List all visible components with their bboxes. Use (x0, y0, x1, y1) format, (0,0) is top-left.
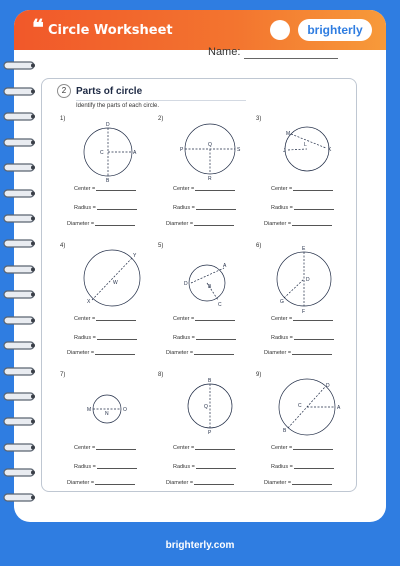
point-label: J (283, 148, 286, 154)
diameter-field[interactable]: Diameter = (67, 480, 135, 486)
radius-field[interactable]: Radius = (271, 205, 334, 211)
point-label: N (105, 411, 109, 417)
point-label: P (180, 147, 184, 153)
name-label: Name: (208, 46, 241, 58)
point-label: G (280, 299, 284, 305)
point-label: D (106, 122, 110, 128)
center-field[interactable]: Center = (271, 316, 333, 322)
section-number: 2 (57, 84, 71, 98)
radius-line (284, 279, 304, 298)
problem-number: 7) (60, 372, 66, 378)
section-title: Parts of circle (76, 86, 143, 97)
problem-number: 4) (60, 243, 66, 249)
diameter-line (291, 134, 326, 148)
center-field[interactable]: Center = (74, 186, 136, 192)
point-label: D (184, 281, 188, 287)
point-label: L (304, 142, 307, 148)
diameter-field[interactable]: Diameter = (166, 350, 234, 356)
problem-number: 2) (158, 116, 164, 122)
point-label: M (87, 407, 92, 413)
diameter-field[interactable]: Diameter = (67, 221, 135, 227)
point-label: B (208, 284, 212, 290)
diameter-field[interactable]: Diameter = (264, 221, 332, 227)
point-label: B (106, 178, 110, 184)
point-label: Q (208, 142, 212, 148)
point-label: R (208, 176, 212, 182)
point-label: A (337, 405, 341, 411)
point-label: W (113, 280, 118, 286)
problem-number: 6) (256, 243, 262, 249)
center-field[interactable]: Center = (271, 186, 333, 192)
center-field[interactable]: Center = (271, 445, 333, 451)
problem-number: 5) (158, 243, 164, 249)
problem-number: 1) (60, 116, 66, 122)
point-label: Y (133, 253, 137, 259)
point-label: O (123, 407, 127, 413)
radius-line (288, 149, 307, 150)
radius-field[interactable]: Radius = (173, 464, 236, 470)
radius-field[interactable]: Radius = (173, 205, 236, 211)
radius-field[interactable]: Radius = (74, 464, 137, 470)
diameter-line (288, 387, 325, 428)
diameter-field[interactable]: Diameter = (264, 350, 332, 356)
radius-field[interactable]: Radius = (271, 335, 334, 341)
diameter-line (92, 257, 133, 300)
worksheet-title: Circle Worksheet (48, 23, 173, 38)
section-instruction: Identify the parts of each circle. (76, 103, 160, 109)
point-label: B (283, 428, 287, 434)
diameter-field[interactable]: Diameter = (166, 480, 234, 486)
point-label: D (326, 383, 330, 389)
chord-line (191, 268, 224, 283)
center-field[interactable]: Center = (74, 316, 136, 322)
radius-field[interactable]: Radius = (74, 205, 137, 211)
point-label: C (100, 150, 104, 156)
point-label: F (302, 309, 306, 315)
center-field[interactable]: Center = (173, 445, 235, 451)
diameter-field[interactable]: Diameter = (264, 480, 332, 486)
point-label: M (286, 131, 291, 137)
point-label: K (328, 147, 332, 153)
problem-number: 9) (256, 372, 262, 378)
diameter-field[interactable]: Diameter = (67, 350, 135, 356)
point-label: X (87, 299, 91, 305)
diameter-field[interactable]: Diameter = (166, 221, 234, 227)
point-label: S (237, 147, 241, 153)
problem-number: 3) (256, 116, 262, 122)
radius-field[interactable]: Radius = (173, 335, 236, 341)
center-field[interactable]: Center = (173, 316, 235, 322)
point-label: A (223, 263, 227, 269)
point-label: E (302, 246, 306, 252)
quote-icon: ❝ (32, 15, 44, 41)
radius-field[interactable]: Radius = (271, 464, 334, 470)
brand-logo: brighterly (298, 19, 372, 41)
point-label: C (298, 403, 302, 409)
center-field[interactable]: Center = (74, 445, 136, 451)
point-label: P (208, 430, 212, 436)
radius-field[interactable]: Radius = (74, 335, 137, 341)
problem-number: 8) (158, 372, 164, 378)
point-label: C (218, 302, 222, 308)
point-label: D (306, 277, 310, 283)
point-label: Q (204, 404, 208, 410)
point-label: B (208, 378, 212, 384)
center-field[interactable]: Center = (173, 186, 235, 192)
point-label: A (133, 150, 137, 156)
footer-url[interactable]: brighterly.com (165, 540, 235, 551)
